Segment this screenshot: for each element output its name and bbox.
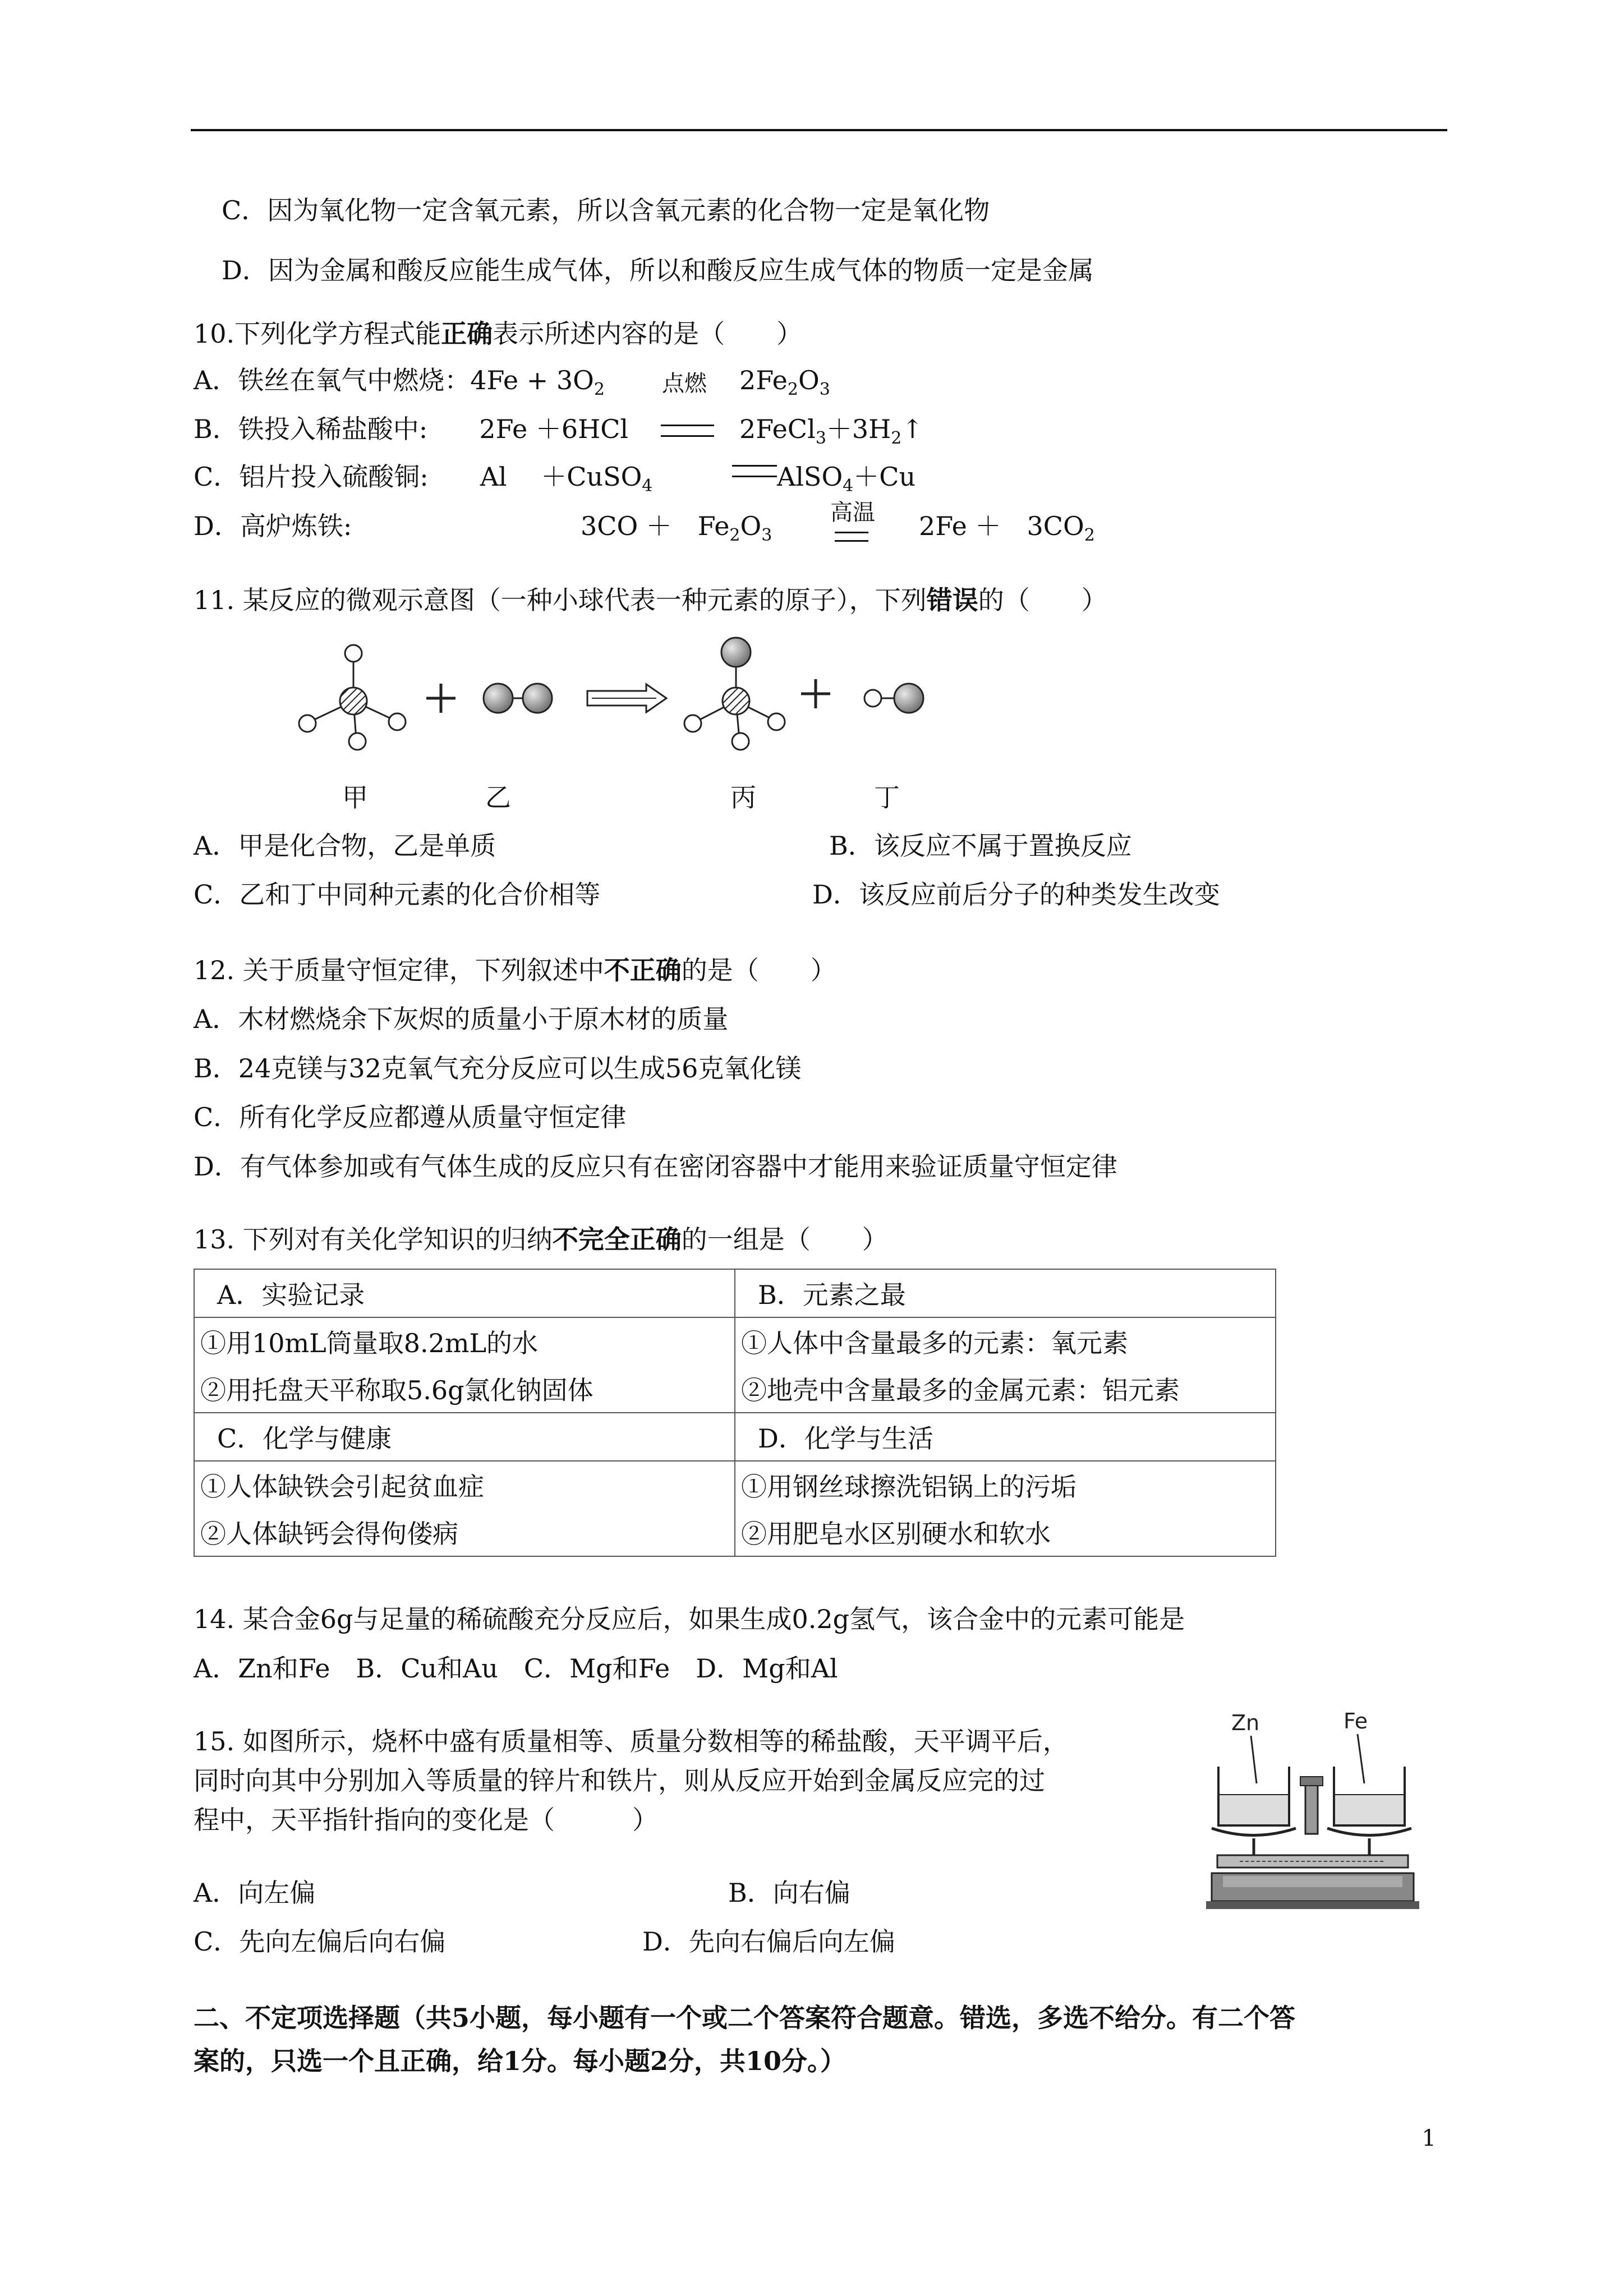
table-cell-a2: ②用托盘天平称取5.6g氯化钠固体	[194, 1365, 735, 1413]
q12-option-d: D．有气体参加或有气体生成的反应只有在密闭容器中才能用来验证质量守恒定律	[194, 1151, 1117, 1182]
q15-stem-line1: 15. 如图所示，烧杯中盛有质量相等、质量分数相等的稀盐酸，天平调平后，	[194, 1726, 1069, 1756]
section2-heading-line1: 二、不定项选择题（共5小题，每小题有一个或二个答案符合题意。错选，多选不给分。有二个答	[194, 2003, 1296, 2033]
reaction-arrow	[587, 684, 666, 712]
label-jia: 甲	[342, 782, 368, 813]
balance-figure	[1206, 1705, 1419, 1918]
label-bing: 丙	[730, 782, 756, 813]
q11-stem: 11. 某反应的微观示意图（一种小球代表一种元素的原子），下列错误的（ ）	[194, 585, 1107, 615]
table-cell-a1: ①用10mL筒量取8.2mL的水	[194, 1317, 735, 1365]
q10-option-d: D．高炉炼铁:	[194, 511, 352, 541]
q10d-condition: 高温	[830, 500, 875, 525]
q9-option-d: D．因为金属和酸反应能生成气体，所以和酸反应生成气体的物质一定是金属	[222, 255, 1094, 285]
page-number: 1	[1421, 2126, 1436, 2151]
table-cell-c1: ①人体缺铁会引起贫血症	[194, 1461, 735, 1509]
q12-option-c: C．所有化学反应都遵从质量守恒定律	[194, 1102, 627, 1132]
q10-option-a: A．铁丝在氧气中燃烧：$4Fe + 3O_2$	[194, 365, 605, 399]
label-ding: 丁	[874, 782, 900, 813]
section2-heading-line2: 案的，只选一个且正确，给1分。每小题2分，共10分。）	[194, 2046, 846, 2076]
q10b-equals-sign	[661, 425, 714, 437]
q10a-product: $2Fe_2O_3$	[739, 365, 830, 399]
label-yi: 乙	[485, 782, 511, 813]
table-cell-c2: ②人体缺钙会得佝偻病	[194, 1509, 735, 1556]
table-cell-d2: ②用肥皂水区别硬水和软水	[735, 1509, 1276, 1556]
q15-stem-line3: 程中，天平指针指向的变化是（ ）	[194, 1805, 658, 1835]
q10-option-c: C．铝片投入硫酸铜: Al ＋CuSO$_4$	[194, 462, 653, 496]
q9-option-c: C．因为氧化物一定含氧元素，所以含氧元素的化合物一定是氧化物	[222, 195, 990, 225]
zn-label: Zn	[1231, 1711, 1260, 1735]
q10b-product: $2FeCl_3+3H_2↑$	[739, 414, 923, 448]
q10-stem: 10.下列化学方程式能正确表示所述内容的是（ ）	[194, 319, 803, 349]
q15-stem-line2: 同时向其中分别加入等质量的锌片和铁片，则从反应开始到金属反应完的过	[194, 1765, 1045, 1796]
plus-sign	[801, 679, 830, 708]
q11-option-a: A．甲是化合物，乙是单质	[194, 831, 496, 861]
q12-option-b: B．24克镁与32克氧气充分反应可以生成56克氧化镁	[194, 1053, 802, 1084]
q13-table	[194, 1269, 1276, 1557]
table-head-d: D．化学与生活	[735, 1413, 1276, 1461]
q12-option-a: A．木材燃烧余下灰烬的质量小于原木材的质量	[194, 1004, 729, 1034]
fe-label: Fe	[1344, 1709, 1368, 1733]
plus-sign	[426, 684, 456, 713]
molecule-jia	[299, 645, 406, 750]
molecule-ding	[864, 684, 923, 713]
q10a-condition: 点燃	[662, 371, 707, 397]
q12-stem: 12. 关于质量守恒定律，下列叙述中不正确的是（ ）	[194, 955, 836, 985]
q13-stem: 13. 下列对有关化学知识的归纳不完全正确的一组是（ ）	[194, 1224, 888, 1255]
table-cell-b2: ②地壳中含量最多的金属元素：铝元素	[735, 1365, 1276, 1413]
left-beaker	[1218, 1767, 1289, 1825]
table-head-b: B．元素之最	[735, 1269, 1276, 1317]
reaction-micro-diagram	[292, 634, 965, 780]
q15-option-a: A．向左偏	[194, 1878, 316, 1908]
q11-option-c: C．乙和丁中同种元素的化合价相等	[194, 879, 601, 910]
table-head-a: A．实验记录	[194, 1269, 735, 1317]
header-rule	[191, 129, 1447, 131]
q15-option-b: B．向右偏	[728, 1878, 850, 1908]
q10c-product: AlSO$_4$＋Cu	[777, 462, 916, 496]
q10-option-b: B．铁投入稀盐酸中: 2Fe ＋6HCl	[194, 414, 629, 444]
q10c-equals-sign	[732, 465, 777, 477]
molecule-yi	[484, 684, 552, 713]
q10d-reactants: 3CO ＋ $Fe_2O_3$	[581, 511, 772, 545]
q11-option-d: D．该反应前后分子的种类发生改变	[812, 879, 1220, 910]
q15-option-d: D．先向右偏后向左偏	[642, 1926, 895, 1957]
table-cell-d1: ①用钢丝球擦洗铝锅上的污垢	[735, 1461, 1276, 1509]
table-head-c: C．化学与健康	[194, 1413, 735, 1461]
q14-stem: 14. 某合金6g与足量的稀硫酸充分反应后，如果生成0.2g氢气，该合金中的元素可能是	[194, 1604, 1185, 1634]
q10d-equals-sign	[835, 532, 868, 542]
q15-option-c: C．先向左偏后向右偏	[194, 1926, 446, 1957]
molecule-bing	[684, 638, 785, 750]
table-cell-b1: ①人体中含量最多的元素：氧元素	[735, 1317, 1276, 1365]
right-beaker	[1334, 1767, 1405, 1825]
q10d-product: 2Fe ＋ $3CO_2$	[919, 511, 1095, 545]
q14-options: A．Zn和Fe B．Cu和Au C．Mg和Fe D．Mg和Al	[194, 1653, 838, 1684]
q11-option-b: B．该反应不属于置换反应	[829, 831, 1132, 861]
